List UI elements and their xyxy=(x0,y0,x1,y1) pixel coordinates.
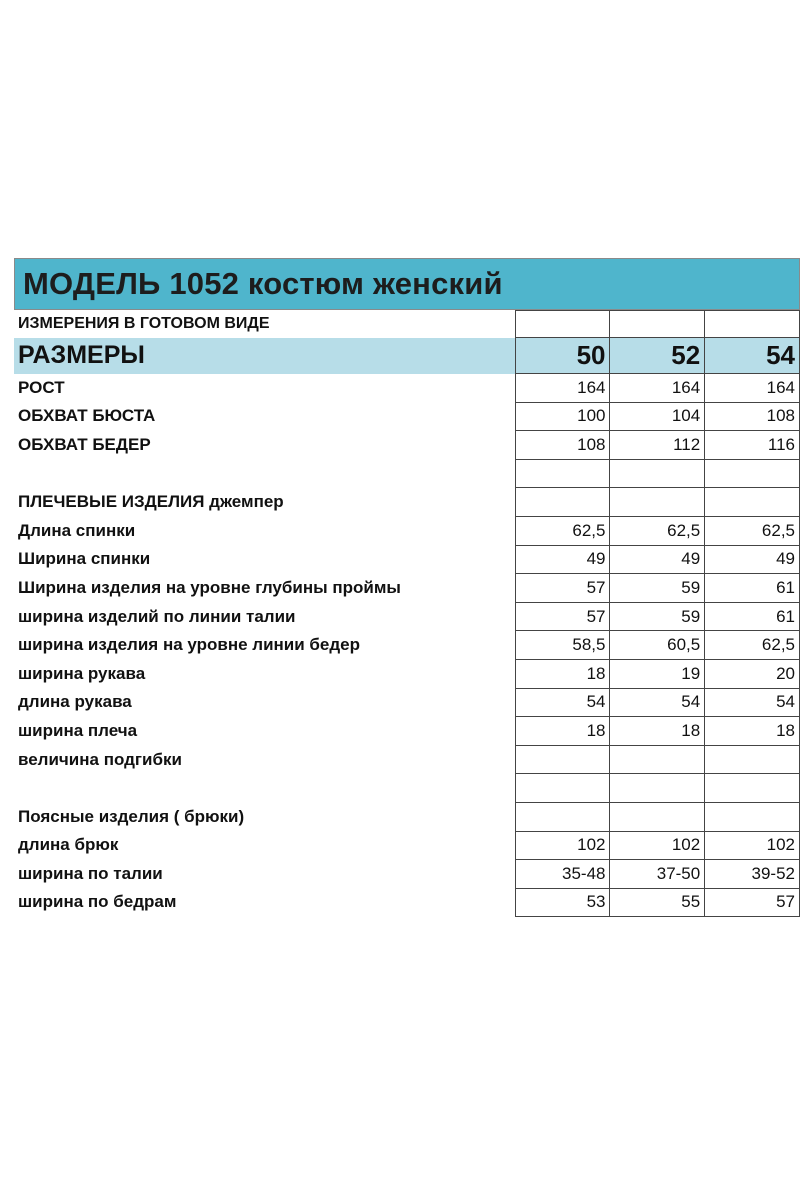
table-row xyxy=(14,516,800,545)
row-label: ширина изделия на уровне линии бедер xyxy=(14,631,515,660)
row-label: ширина по бедрам xyxy=(14,888,515,917)
row-value: 108 xyxy=(705,402,800,431)
row-value: 54 xyxy=(705,688,800,717)
row-value: 18 xyxy=(515,659,610,688)
row-value: 37-50 xyxy=(610,860,705,889)
row-value: 58,5 xyxy=(515,631,610,660)
table-row xyxy=(14,831,800,860)
table-row xyxy=(14,602,800,631)
row-value xyxy=(705,488,800,517)
cell xyxy=(515,311,610,338)
row-label: Длина спинки xyxy=(14,516,515,545)
row-label: ОБХВАТ БЮСТА xyxy=(14,402,515,431)
size-table xyxy=(14,310,800,917)
row-value: 102 xyxy=(610,831,705,860)
row-value: 62,5 xyxy=(610,516,705,545)
row-value xyxy=(705,774,800,803)
row-label: Поясные изделия ( брюки) xyxy=(14,802,515,831)
sizes-label: РАЗМЕРЫ xyxy=(14,338,515,374)
page-title: МОДЕЛЬ 1052 костюм женский xyxy=(23,266,503,301)
row-value: 57 xyxy=(515,602,610,631)
table-row xyxy=(14,545,800,574)
row-value xyxy=(705,459,800,488)
row-value: 18 xyxy=(515,717,610,746)
row-label: ширина плеча xyxy=(14,717,515,746)
blank-header-area xyxy=(0,0,800,250)
row-label: длина брюк xyxy=(14,831,515,860)
row-value: 62,5 xyxy=(705,516,800,545)
row-label: РОСТ xyxy=(14,374,515,403)
size-header: 52 xyxy=(610,338,705,374)
row-label: ширина изделий по линии талии xyxy=(14,602,515,631)
table-row xyxy=(14,888,800,917)
row-value: 116 xyxy=(705,431,800,460)
row-value xyxy=(515,745,610,774)
table-row xyxy=(14,574,800,603)
table-row xyxy=(14,717,800,746)
row-label: Ширина изделия на уровне глубины проймы xyxy=(14,574,515,603)
row-value xyxy=(515,774,610,803)
row-value: 164 xyxy=(705,374,800,403)
row-label xyxy=(14,774,515,803)
row-value: 100 xyxy=(515,402,610,431)
measurements-label: ИЗМЕРЕНИЯ В ГОТОВОМ ВИДЕ xyxy=(14,311,515,338)
row-label: ширина рукава xyxy=(14,659,515,688)
row-value: 108 xyxy=(515,431,610,460)
size-chart-sheet xyxy=(14,258,800,917)
size-header: 50 xyxy=(515,338,610,374)
row-value: 59 xyxy=(610,602,705,631)
row-value: 62,5 xyxy=(705,631,800,660)
row-value xyxy=(610,459,705,488)
row-value: 49 xyxy=(610,545,705,574)
row-value: 49 xyxy=(705,545,800,574)
size-header: 54 xyxy=(705,338,800,374)
row-label: Ширина спинки xyxy=(14,545,515,574)
row-value: 18 xyxy=(705,717,800,746)
row-value: 164 xyxy=(515,374,610,403)
row-value: 35-48 xyxy=(515,860,610,889)
row-value: 55 xyxy=(610,888,705,917)
row-value: 49 xyxy=(515,545,610,574)
row-label: величина подгибки xyxy=(14,745,515,774)
cell xyxy=(705,311,800,338)
table-row xyxy=(14,402,800,431)
row-value: 104 xyxy=(610,402,705,431)
row-value: 59 xyxy=(610,574,705,603)
table-row xyxy=(14,488,800,517)
table-row xyxy=(14,631,800,660)
row-value: 20 xyxy=(705,659,800,688)
row-value xyxy=(515,459,610,488)
row-value: 62,5 xyxy=(515,516,610,545)
row-value: 57 xyxy=(705,888,800,917)
table-row xyxy=(14,459,800,488)
row-value xyxy=(515,488,610,517)
title-bar xyxy=(14,258,800,310)
row-value xyxy=(610,802,705,831)
sizes-header-row xyxy=(14,338,800,374)
measurements-row xyxy=(14,311,800,338)
row-value: 164 xyxy=(610,374,705,403)
row-value: 61 xyxy=(705,602,800,631)
table-row xyxy=(14,659,800,688)
row-value: 57 xyxy=(515,574,610,603)
row-label: ширина по талии xyxy=(14,860,515,889)
row-value: 39-52 xyxy=(705,860,800,889)
table-row xyxy=(14,431,800,460)
row-value xyxy=(515,802,610,831)
row-value: 53 xyxy=(515,888,610,917)
row-value: 60,5 xyxy=(610,631,705,660)
row-value: 112 xyxy=(610,431,705,460)
row-value xyxy=(610,745,705,774)
row-value xyxy=(610,488,705,517)
row-value: 18 xyxy=(610,717,705,746)
table-row xyxy=(14,774,800,803)
row-label: длина рукава xyxy=(14,688,515,717)
row-value xyxy=(705,745,800,774)
row-value: 19 xyxy=(610,659,705,688)
row-label: ПЛЕЧЕВЫЕ ИЗДЕЛИЯ джемпер xyxy=(14,488,515,517)
row-value xyxy=(610,774,705,803)
row-value xyxy=(705,802,800,831)
table-row xyxy=(14,374,800,403)
row-label xyxy=(14,459,515,488)
cell xyxy=(610,311,705,338)
table-row xyxy=(14,802,800,831)
row-value: 102 xyxy=(705,831,800,860)
row-value: 61 xyxy=(705,574,800,603)
table-row xyxy=(14,745,800,774)
row-value: 54 xyxy=(515,688,610,717)
table-row xyxy=(14,860,800,889)
table-row xyxy=(14,688,800,717)
row-label: ОБХВАТ БЕДЕР xyxy=(14,431,515,460)
row-value: 102 xyxy=(515,831,610,860)
row-value: 54 xyxy=(610,688,705,717)
